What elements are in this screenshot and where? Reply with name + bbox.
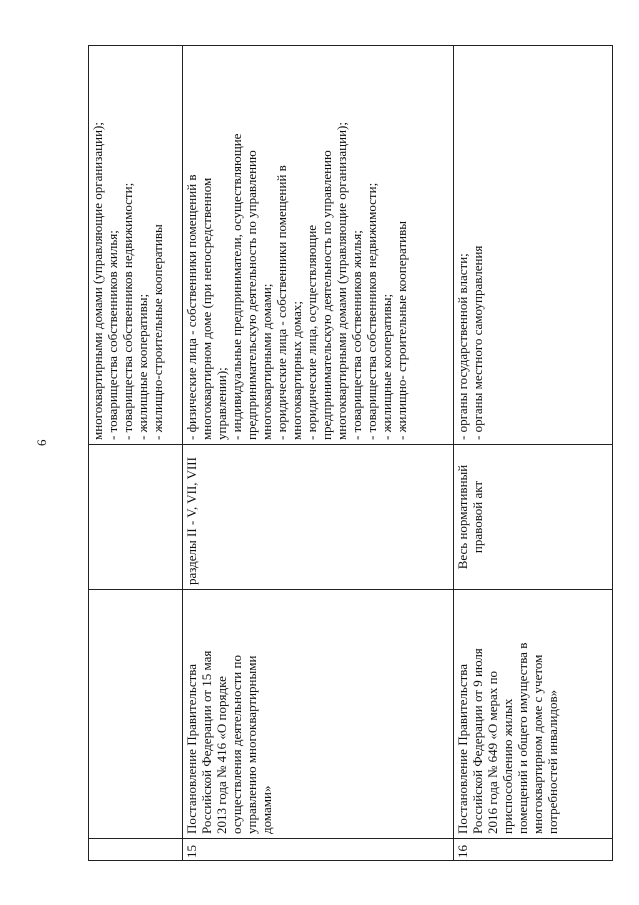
document-line: Постановление Правительства: [184, 663, 199, 834]
subjects-cell: [89, 46, 183, 445]
table-row: [454, 46, 613, 861]
document-line: потребностей инвалидов»: [545, 689, 560, 834]
row-number-cell: [89, 839, 183, 861]
subject-line: - товарищества собственников жилья;: [349, 230, 364, 440]
subject-line: - товарищества собственников жилья;: [105, 230, 120, 440]
document-cell: [89, 590, 183, 839]
sections-cell: разделы II - V, VII, VIII: [183, 445, 454, 590]
subject-line: предпринимательскую деятельность по управлению: [244, 150, 259, 440]
table-row: [89, 46, 183, 861]
subject-line: многоквартирных домах;: [289, 300, 304, 440]
document-cell: [454, 590, 613, 839]
sections-cell: Весь нормативный правовой акт: [454, 445, 613, 590]
document-line: управлению многоквартирными: [244, 655, 259, 834]
subject-line: - органы государственной власти;: [455, 253, 470, 440]
subject-line: - индивидуальные предприниматели, осуществляющие: [229, 133, 244, 440]
document-line: приспособлению жилых: [500, 698, 515, 834]
subject-line: - юридические лица - собственники помещений в: [274, 165, 289, 440]
subject-line: управлении);: [214, 367, 229, 440]
subject-line: - жилищно-строительные кооперативы: [150, 224, 165, 440]
subject-line: многоквартирными домами;: [259, 283, 274, 440]
subject-line: - физические лица - собственники помещений в: [184, 174, 199, 440]
subject-line: многоквартирными домами (управляющие организации);: [334, 122, 349, 440]
document-line: осуществления деятельности по: [229, 655, 244, 834]
document-line: помещений и общего имущества в: [515, 642, 530, 834]
subject-line: - жилищно- строительные кооперативы: [394, 221, 409, 440]
document-line: Постановление Правительства: [455, 663, 470, 834]
document-line: Российской Федерации от 9 июля: [470, 648, 485, 834]
subject-line: - товарищества собственников недвижимости;: [364, 182, 379, 440]
regulations-table: [88, 45, 613, 861]
subject-line: многоквартирными домами (управляющие организации);: [90, 122, 105, 440]
page-number: 6: [34, 439, 49, 446]
subjects-cell: [454, 46, 613, 445]
subject-line: многоквартирном доме (при непосредственном: [199, 177, 214, 440]
table-row: [183, 46, 454, 861]
subject-line: - юридические лица, осуществляющие: [304, 224, 319, 440]
rotated-page: [88, 46, 613, 861]
document-line: 2013 года № 416 «О порядке: [214, 676, 229, 834]
subjects-cell: [183, 46, 454, 445]
row-number-cell: 15: [183, 839, 454, 861]
document-line: домами»: [259, 785, 274, 834]
document-cell: [183, 590, 454, 839]
subject-line: - товарищества собственников недвижимости;: [120, 182, 135, 440]
subject-line: - органы местного самоуправления: [470, 245, 485, 440]
subject-line: предпринимательскую деятельность по управлению: [319, 150, 334, 440]
subject-line: - жилищные кооперативы;: [135, 293, 150, 440]
document-line: многоквартирном доме с учетом: [530, 654, 545, 834]
row-number-cell: 16: [454, 839, 613, 861]
document-line: 2016 года № 649 «О мерах по: [485, 670, 500, 834]
subject-line: - жилищные кооперативы;: [379, 293, 394, 440]
document-line: Российской Федерации от 15 мая: [199, 650, 214, 834]
sections-cell: [89, 445, 183, 590]
